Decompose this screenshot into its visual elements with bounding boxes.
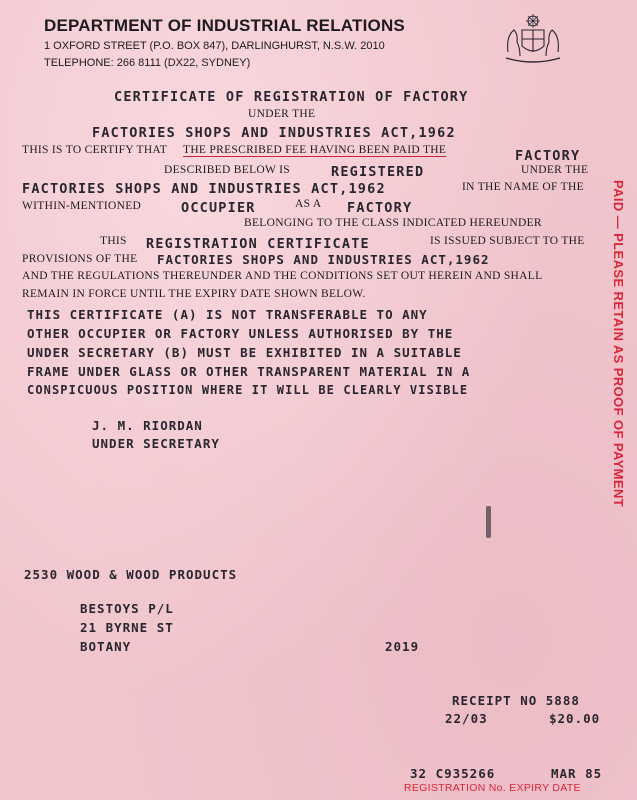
occupier-suburb: BOTANY bbox=[80, 639, 132, 654]
staple-mark bbox=[486, 506, 491, 538]
certificate-title: CERTIFICATE OF REGISTRATION OF FACTORY bbox=[114, 89, 469, 105]
registration-footer-label: REGISTRATION No. EXPIRY DATE bbox=[404, 782, 581, 794]
issued-subject-text: IS ISSUED SUBJECT TO THE bbox=[430, 235, 585, 247]
receipt-amount: $20.00 bbox=[549, 711, 601, 726]
registration-number: 32 C935266 bbox=[410, 766, 496, 781]
signatory-name: J. M. RIORDAN bbox=[92, 418, 203, 433]
condition-line: UNDER SECRETARY (B) MUST BE EXHIBITED IN A SUITABLE bbox=[27, 345, 462, 360]
act-name-3: FACTORIES SHOPS AND INDUSTRIES ACT,1962 bbox=[157, 252, 490, 267]
in-name-of-text: IN THE NAME OF THE bbox=[462, 181, 584, 193]
condition-line: CONSPICUOUS POSITION WHERE IT WILL BE CLEARLY VISIBLE bbox=[27, 383, 469, 397]
under-the-text: UNDER THE bbox=[248, 108, 316, 120]
provisions-text: PROVISIONS OF THE bbox=[22, 253, 138, 265]
occupier-postcode: 2019 bbox=[385, 639, 420, 654]
under-the-text-2: UNDER THE bbox=[521, 164, 589, 176]
factory-class-line: 2530 WOOD & WOOD PRODUCTS bbox=[24, 567, 238, 582]
act-name-1: FACTORIES SHOPS AND INDUSTRIES ACT,1962 bbox=[92, 125, 456, 141]
expiry-date: MAR 85 bbox=[551, 766, 603, 781]
this-text: THIS bbox=[100, 235, 127, 247]
condition-line: FRAME UNDER GLASS OR OTHER TRANSPARENT MATERIAL IN A bbox=[27, 364, 471, 379]
condition-line: OTHER OCCUPIER OR FACTORY UNLESS AUTHORISED BY THE bbox=[27, 326, 454, 341]
prescribed-fee-text: THE PRESCRIBED FEE HAVING BEEN PAID THE bbox=[183, 144, 447, 156]
paid-side-stamp: PAID — PLEASE RETAIN AS PROOF OF PAYMENT bbox=[611, 180, 626, 508]
occupier-street: 21 BYRNE ST bbox=[80, 620, 174, 635]
receipt-number: RECEIPT NO 5888 bbox=[452, 693, 580, 708]
regulations-text: AND THE REGULATIONS THEREUNDER AND THE CONDITIONS SET OUT HEREIN AND SHALL bbox=[22, 270, 543, 282]
described-below-text: DESCRIBED BELOW IS bbox=[164, 164, 290, 176]
department-address: 1 OXFORD STREET (P.O. BOX 847), DARLINGHURST, N.S.W. 2010 bbox=[44, 40, 385, 52]
receipt-date: 22/03 bbox=[445, 711, 488, 726]
within-mentioned-text: WITHIN-MENTIONED bbox=[22, 200, 142, 212]
condition-line: THIS CERTIFICATE (A) IS NOT TRANSFERABLE TO ANY bbox=[27, 307, 428, 322]
registration-certificate-type: REGISTRATION CERTIFICATE bbox=[146, 236, 370, 252]
certify-prefix: THIS IS TO CERTIFY THAT bbox=[22, 144, 168, 156]
act-name-2: FACTORIES SHOPS AND INDUSTRIES ACT,1962 bbox=[22, 181, 386, 197]
coat-of-arms-icon bbox=[500, 12, 566, 68]
registered-status: REGISTERED bbox=[331, 164, 425, 180]
factory-type-2: FACTORY bbox=[347, 200, 413, 216]
factory-type-1: FACTORY bbox=[515, 148, 581, 164]
belonging-text: BELONGING TO THE CLASS INDICATED HEREUNDER bbox=[244, 217, 542, 229]
as-a-text: AS A bbox=[295, 198, 322, 210]
department-telephone: TELEPHONE: 266 8111 (DX22, SYDNEY) bbox=[44, 57, 251, 69]
signatory-title: UNDER SECRETARY bbox=[92, 436, 220, 451]
occupier-name: BESTOYS P/L bbox=[80, 601, 174, 616]
occupier-type: OCCUPIER bbox=[181, 200, 256, 216]
remain-in-force-text: REMAIN IN FORCE UNTIL THE EXPIRY DATE SHOWN BELOW. bbox=[22, 288, 366, 300]
department-name: DEPARTMENT OF INDUSTRIAL RELATIONS bbox=[44, 16, 405, 35]
